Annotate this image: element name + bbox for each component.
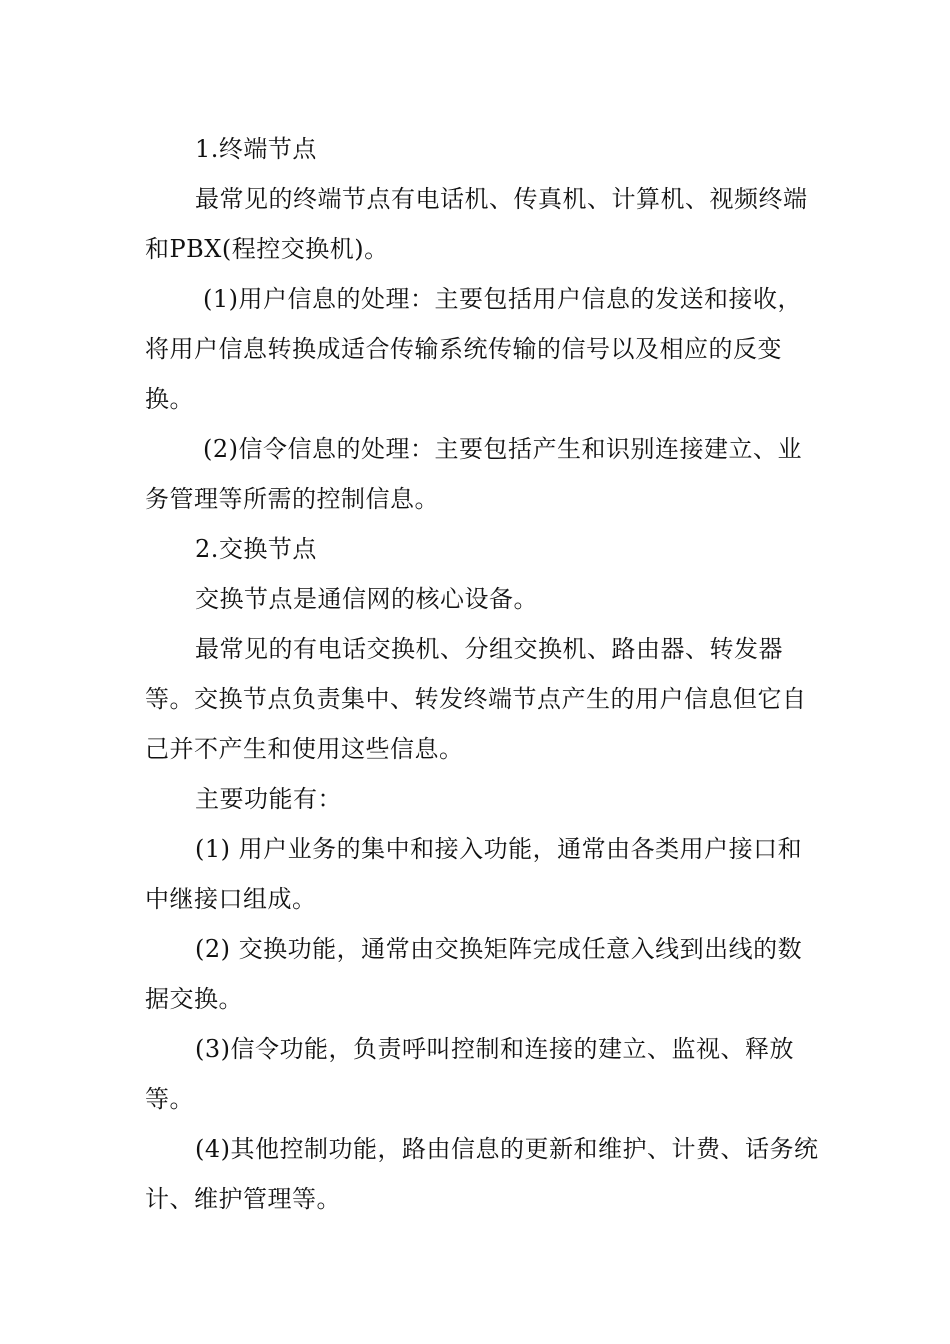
document-body [145,124,825,1224]
heading-switching-node: 2.交换节点 [195,535,317,563]
heading-terminal-node: 1.终端节点 [195,135,317,163]
list-item-switching-function: (2) 交换功能，通常由交换矩阵完成任意入线到出线的数据交换。 [145,935,803,1013]
list-item-other-control-function: (4)其他控制功能，路由信息的更新和维护、计费、话务统计、维护管理等。 [145,1135,819,1213]
paragraph-main-functions: 主要功能有： [195,785,342,813]
paragraph-terminal-examples: 最常见的终端节点有电话机、传真机、计算机、视频终端和PBX(程控交换机)。 [145,185,808,263]
paragraph-switching-examples: 最常见的有电话交换机、分组交换机、路由器、转发器等。交换节点负责集中、转发终端节点产生的用户信息但它自己并不产生和使用这些信息。 [145,635,807,763]
paragraph-user-info-processing: (1)用户信息的处理：主要包括用户信息的发送和接收，将用户信息转换成适合传输系统传输的信号以及相应的反变换。 [145,285,802,413]
paragraph-switching-core: 交换节点是通信网的核心设备。 [195,585,538,613]
paragraph-signaling-processing: (2)信令信息的处理：主要包括产生和识别连接建立、业务管理等所需的控制信息。 [145,435,802,513]
list-item-signaling-function: (3)信令功能，负责呼叫控制和连接的建立、监视、释放等。 [145,1035,794,1113]
list-item-access-function: (1) 用户业务的集中和接入功能，通常由各类用户接口和中继接口组成。 [145,835,803,913]
